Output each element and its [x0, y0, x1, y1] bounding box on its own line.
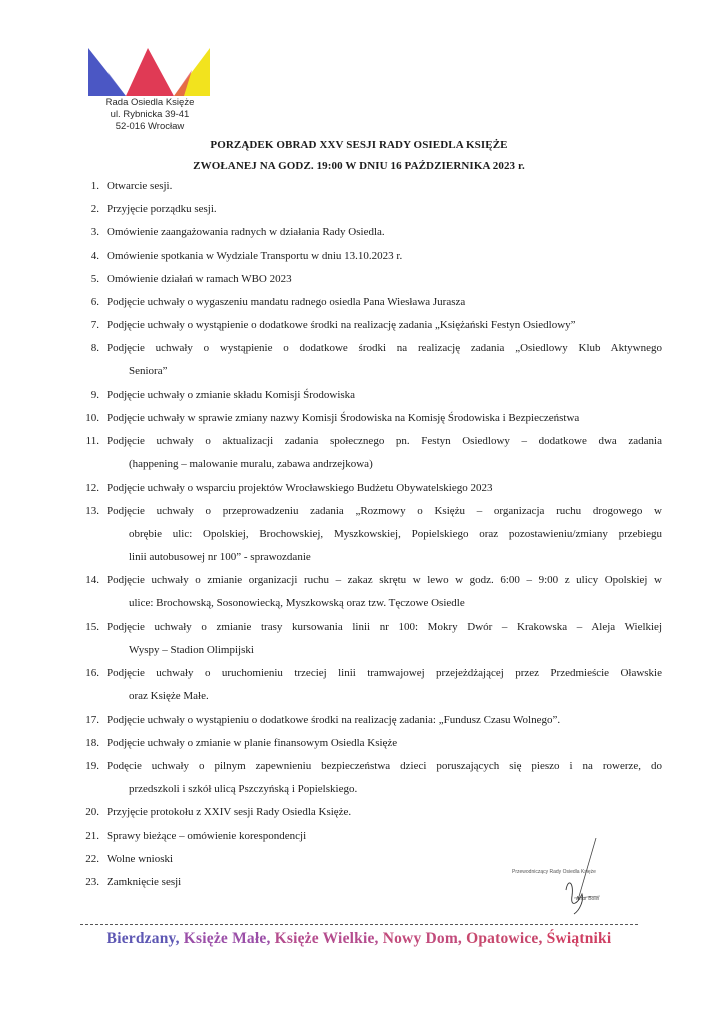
- agenda-item-text: ulice: Brochowską, Sosonowiecką, Myszkowską oraz tzw. Tęczowe Osiedle: [129, 597, 465, 610]
- agenda-item-number: 14.: [85, 574, 99, 587]
- agenda-item-text: (happening – malowanie muralu, zabawa andrzejkowa): [129, 458, 373, 471]
- agenda-item-number: 16.: [85, 667, 99, 680]
- agenda-item-text: Omówienie zaangażowania radnych w działania Rady Osiedla.: [107, 226, 385, 239]
- footer-place-name: Świątniki: [546, 930, 612, 947]
- agenda-item: [90, 337, 662, 383]
- agenda-item-text: Wyspy – Stadion Olimpijski: [129, 643, 254, 656]
- agenda-item-number: 19.: [85, 760, 99, 772]
- agenda-item: [90, 175, 662, 198]
- agenda-item-text: Podjęcie uchwały w sprawie zmiany nazwy Komisji Środowiska na Komisję Środowiska i Bezpieczeństwa: [107, 412, 580, 424]
- address-street: ul. Rybnicka 39-41: [110, 109, 190, 120]
- agenda-item: [85, 569, 662, 615]
- agenda-item: [85, 732, 662, 755]
- agenda-item-text: Przyjęcie porządku sesji.: [107, 203, 217, 216]
- agenda-item: [90, 245, 662, 268]
- agenda-item-number: 2.: [90, 203, 99, 216]
- agenda-item-text: Podjęcie uchwały o wsparciu projektów Wrocławskiego Budżetu Obywatelskiego 2023: [107, 481, 493, 494]
- agenda-item-number: 1.: [90, 180, 99, 192]
- agenda-item-text: obrębie ulic: Opolskiej, Brochowskiej, Myszkowskiej, Popielskiego oraz pozostawieniu/zmiany przebiegu: [129, 527, 662, 540]
- agenda-item-number: 13.: [85, 504, 99, 517]
- footer-place-name: Nowy Dom,: [382, 930, 463, 947]
- agenda-item: [85, 477, 662, 500]
- agenda-item-number: 3.: [90, 226, 99, 239]
- agenda-item: [85, 430, 662, 476]
- agenda-item-text: Otwarcie sesji.: [107, 180, 173, 192]
- agenda-item: [85, 500, 662, 569]
- agenda-item-text: Zamknięcie sesji: [107, 876, 182, 888]
- agenda-item-number: 9.: [90, 388, 99, 401]
- agenda-item: [90, 384, 662, 407]
- agenda-item-number: 6.: [90, 296, 99, 308]
- agenda-item-number: 20.: [85, 806, 99, 819]
- document-title-line2: ZWOŁANEJ NA GODZ. 19:00 W DNIU 16 PAŹDZIERNIKA 2023 r.: [193, 160, 525, 172]
- signature-mark: [508, 838, 628, 930]
- agenda-item-text: Seniora”: [129, 365, 168, 378]
- footer-place-name: Księże Małe,: [183, 930, 271, 947]
- agenda-item-number: 4.: [90, 249, 99, 262]
- agenda-item-text: Omówienie działań w ramach WBO 2023: [107, 272, 292, 285]
- signature-caption: Przewodniczący Rady Osiedla Księże: [512, 869, 596, 875]
- footer-places: [0, 930, 718, 948]
- agenda-item-text: Podjęcie uchwały o wygaszeniu mandatu radnego osiedla Pana Wiesława Jurasza: [107, 296, 466, 308]
- agenda-item-number: 17.: [85, 713, 99, 726]
- agenda-item-text: Podjęcie uchwały o wystąpienie o dodatkowe środki na realizację zadania „Księżański Festyn Osiedlowy”: [107, 319, 576, 332]
- agenda-item-number: 5.: [90, 272, 99, 285]
- agenda-item: [90, 221, 662, 244]
- agenda-item-number: 10.: [85, 412, 99, 424]
- agenda-item-number: 22.: [85, 852, 99, 865]
- agenda-item-number: 11.: [85, 435, 99, 448]
- agenda-item: [90, 291, 662, 314]
- agenda-item-text: Podjęcie uchwały o zmianie organizacji ruchu – zakaz skrętu w lewo w godz. 6:00 – 9:00 z ulicy Opolskiej w: [107, 574, 662, 587]
- footer-divider: [80, 924, 638, 925]
- agenda-item-number: 18.: [85, 736, 99, 749]
- agenda-item-text: Wolne wnioski: [107, 852, 174, 865]
- agenda-item: [85, 407, 662, 430]
- organization-name: Rada Osiedla Księże: [105, 97, 195, 108]
- agenda-item-text: Podjęcie uchwały o zmianie w planie finansowym Osiedla Księże: [107, 736, 398, 749]
- agenda-item-number: 12.: [85, 481, 99, 494]
- agenda-item-text: Podęcie uchwały o pilnym zapewnieniu bezpieczeństwa dzieci poruszających się pieszo i na rowerze, do: [107, 760, 662, 772]
- agenda-item-text: Przyjęcie protokołu z XXIV sesji Rady Osiedla Księże.: [107, 806, 352, 819]
- signature-name: Artur Bolin: [576, 896, 600, 902]
- agenda-item-text: przedszkoli i szkół ulicą Pszczyńską i Popielskiego.: [129, 783, 358, 795]
- address-city: 52-016 Wrocław: [115, 121, 185, 132]
- agenda-item-text: Podjęcie uchwały o wystąpienie o dodatkowe środki na realizację zadania „Osiedlowy Klub Aktywnego: [107, 342, 662, 355]
- agenda-item-text: linii autobusowej nr 100” - sprawozdanie: [129, 550, 311, 563]
- agenda-item: [85, 709, 662, 732]
- agenda-item-number: 23.: [85, 876, 99, 888]
- agenda-item-text: Sprawy bieżące – omówienie korespondencji: [107, 829, 307, 842]
- agenda-item: [90, 314, 662, 337]
- agenda-item-text: Podjęcie uchwały o uruchomieniu trzeciej linii tramwajowej przejeżdżającej przez Przedmieście Oławskie: [107, 667, 662, 680]
- agenda-item-text: Podjęcie uchwały o przeprowadzeniu zadania „Rozmowy o Księżu – organizacja ruchu drogowego w: [107, 504, 662, 517]
- agenda-item: [90, 268, 662, 291]
- agenda-item: [85, 755, 662, 801]
- agenda-item-text: Podjęcie uchwały o zmianie składu Komisji Środowiska: [107, 388, 356, 401]
- agenda-item-text: Podjęcie uchwały o aktualizacji zadania społecznego pn. Festyn Osiedlowy – dodatkowe dwa zadania: [107, 435, 662, 448]
- agenda-item-text: Podjęcie uchwały o zmianie trasy kursowania linii nr 100: Mokry Dwór – Krakowska – Aleja Wielkiej: [107, 620, 662, 633]
- footer-place-name: Opatowice,: [466, 930, 543, 947]
- agenda-item: [85, 616, 662, 662]
- agenda-item-text: Podjęcie uchwały o wystąpieniu o dodatkowe środki na realizację zadania: „Fundusz Czasu Wolnego”.: [107, 713, 561, 726]
- agenda-item-text: oraz Księże Małe.: [129, 690, 209, 703]
- agenda-item: [85, 801, 662, 824]
- agenda-item-text: Omówienie spotkania w Wydziale Transportu w dniu 13.10.2023 r.: [107, 249, 403, 262]
- agenda-item-number: 7.: [90, 319, 99, 332]
- agenda-item: [90, 198, 662, 221]
- agenda-item: [85, 662, 662, 708]
- agenda-item-number: 8.: [90, 342, 99, 355]
- footer-place-name: Bierdzany,: [106, 930, 180, 947]
- agenda-item-number: 21.: [85, 829, 99, 842]
- footer-place-name: Księże Wielkie,: [274, 930, 379, 947]
- document-title-line1: PORZĄDEK OBRAD XXV SESJI RADY OSIEDLA KSIĘŻE: [210, 139, 508, 151]
- agenda-item-number: 15.: [85, 620, 99, 633]
